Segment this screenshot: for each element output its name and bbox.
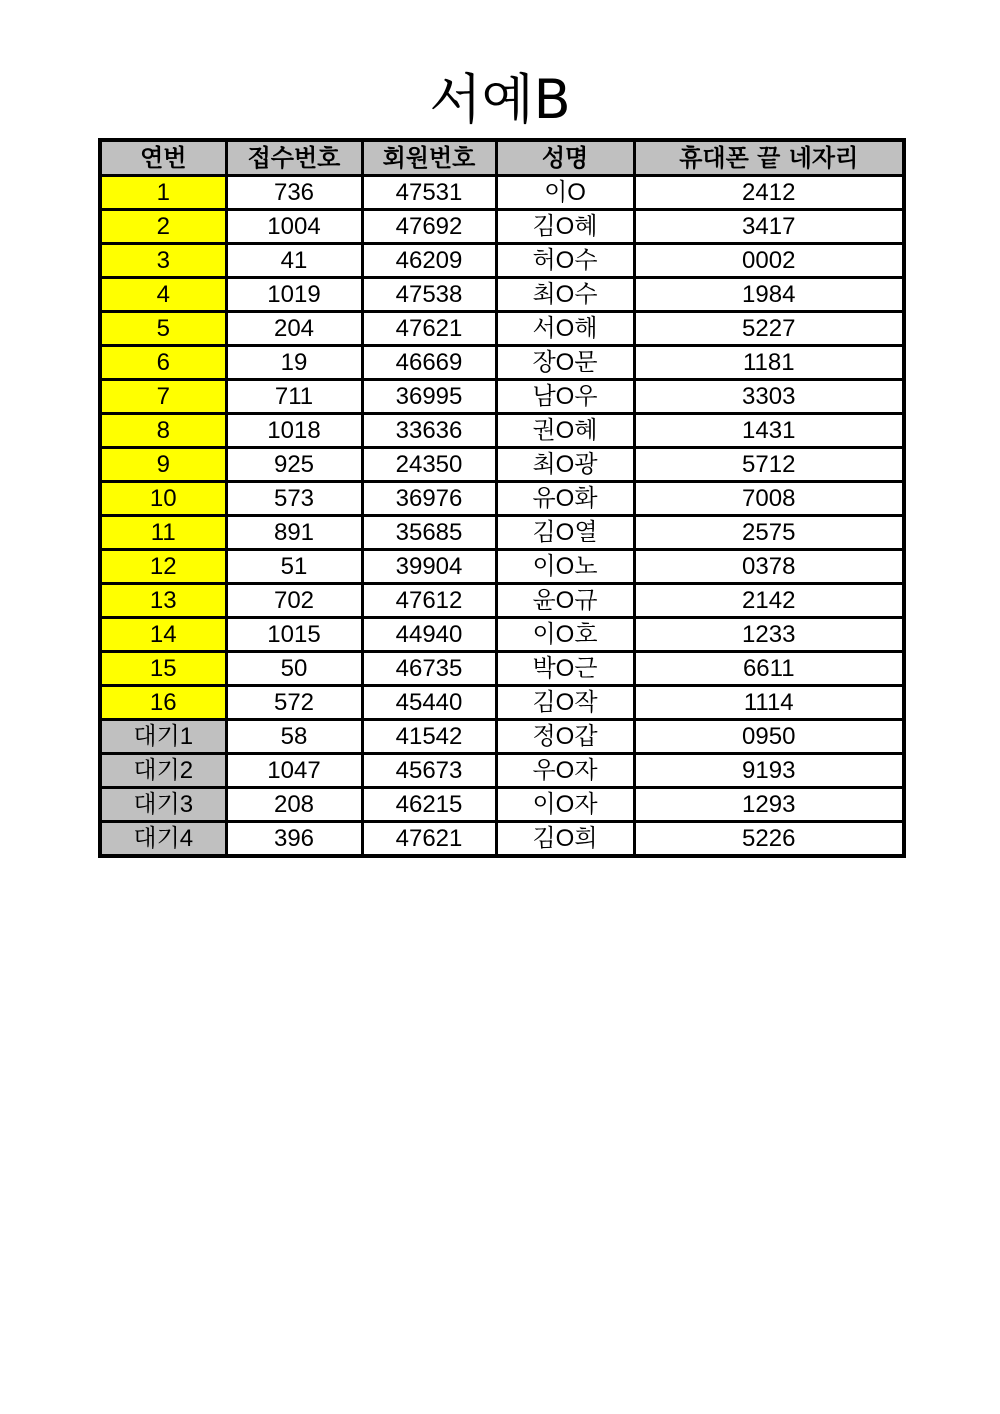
receipt-number-cell: 1047 — [226, 754, 362, 788]
member-number-cell: 36976 — [362, 482, 496, 516]
phone-last4-cell: 3417 — [634, 210, 904, 244]
receipt-number-cell: 19 — [226, 346, 362, 380]
phone-last4-cell: 7008 — [634, 482, 904, 516]
table-row — [100, 244, 904, 278]
name-cell: 이O — [496, 176, 634, 210]
name-cell: 정O갑 — [496, 720, 634, 754]
name-cell: 이O자 — [496, 788, 634, 822]
receipt-number-cell: 41 — [226, 244, 362, 278]
name-cell: 허O수 — [496, 244, 634, 278]
name-cell: 최O광 — [496, 448, 634, 482]
receipt-number-cell: 572 — [226, 686, 362, 720]
name-cell: 박O근 — [496, 652, 634, 686]
header-seq: 연번 — [100, 140, 226, 176]
member-number-cell: 39904 — [362, 550, 496, 584]
table-row — [100, 380, 904, 414]
member-number-cell: 46215 — [362, 788, 496, 822]
receipt-number-cell: 51 — [226, 550, 362, 584]
seq-cell: 대기1 — [100, 720, 226, 754]
header-receipt-number: 접수번호 — [226, 140, 362, 176]
table-row — [100, 822, 904, 857]
header-phone-last4: 휴대폰 끝 네자리 — [634, 140, 904, 176]
name-cell: 김O열 — [496, 516, 634, 550]
receipt-number-cell: 50 — [226, 652, 362, 686]
seq-cell: 15 — [100, 652, 226, 686]
table-row — [100, 312, 904, 346]
member-number-cell: 46669 — [362, 346, 496, 380]
receipt-number-cell: 711 — [226, 380, 362, 414]
name-cell: 유O화 — [496, 482, 634, 516]
phone-last4-cell: 0002 — [634, 244, 904, 278]
receipt-number-cell: 204 — [226, 312, 362, 346]
member-number-cell: 44940 — [362, 618, 496, 652]
receipt-number-cell: 573 — [226, 482, 362, 516]
receipt-number-cell: 925 — [226, 448, 362, 482]
member-number-cell: 47621 — [362, 312, 496, 346]
member-number-cell: 36995 — [362, 380, 496, 414]
phone-last4-cell: 2142 — [634, 584, 904, 618]
seq-cell: 16 — [100, 686, 226, 720]
seq-cell: 13 — [100, 584, 226, 618]
name-cell: 김O혜 — [496, 210, 634, 244]
table-row — [100, 788, 904, 822]
phone-last4-cell: 1114 — [634, 686, 904, 720]
table-row — [100, 448, 904, 482]
seq-cell: 11 — [100, 516, 226, 550]
seq-cell: 2 — [100, 210, 226, 244]
name-cell: 우O자 — [496, 754, 634, 788]
table-row — [100, 176, 904, 210]
member-number-cell: 35685 — [362, 516, 496, 550]
receipt-number-cell: 1019 — [226, 278, 362, 312]
receipt-number-cell: 702 — [226, 584, 362, 618]
seq-cell: 1 — [100, 176, 226, 210]
member-number-cell: 46209 — [362, 244, 496, 278]
receipt-number-cell: 396 — [226, 822, 362, 857]
seq-cell: 5 — [100, 312, 226, 346]
name-cell: 권O혜 — [496, 414, 634, 448]
receipt-number-cell: 58 — [226, 720, 362, 754]
member-number-cell: 33636 — [362, 414, 496, 448]
phone-last4-cell: 5227 — [634, 312, 904, 346]
name-cell: 서O해 — [496, 312, 634, 346]
member-number-cell: 46735 — [362, 652, 496, 686]
phone-last4-cell: 1293 — [634, 788, 904, 822]
member-number-cell: 24350 — [362, 448, 496, 482]
phone-last4-cell: 6611 — [634, 652, 904, 686]
phone-last4-cell: 9193 — [634, 754, 904, 788]
table-row — [100, 652, 904, 686]
phone-last4-cell: 1233 — [634, 618, 904, 652]
seq-cell: 대기4 — [100, 822, 226, 857]
table-row — [100, 618, 904, 652]
member-number-cell: 47692 — [362, 210, 496, 244]
phone-last4-cell: 5712 — [634, 448, 904, 482]
seq-cell: 4 — [100, 278, 226, 312]
table-row — [100, 346, 904, 380]
table-row — [100, 584, 904, 618]
phone-last4-cell: 3303 — [634, 380, 904, 414]
seq-cell: 7 — [100, 380, 226, 414]
roster-table — [98, 138, 906, 858]
seq-cell: 10 — [100, 482, 226, 516]
member-number-cell: 45673 — [362, 754, 496, 788]
receipt-number-cell: 1015 — [226, 618, 362, 652]
seq-cell: 대기2 — [100, 754, 226, 788]
table-body — [100, 176, 904, 857]
table-row — [100, 482, 904, 516]
member-number-cell: 45440 — [362, 686, 496, 720]
seq-cell: 6 — [100, 346, 226, 380]
name-cell: 김O희 — [496, 822, 634, 857]
table-row — [100, 278, 904, 312]
name-cell: 남O우 — [496, 380, 634, 414]
phone-last4-cell: 2412 — [634, 176, 904, 210]
seq-cell: 대기3 — [100, 788, 226, 822]
phone-last4-cell: 2575 — [634, 516, 904, 550]
table-row — [100, 720, 904, 754]
table-row — [100, 414, 904, 448]
member-number-cell: 47612 — [362, 584, 496, 618]
seq-cell: 3 — [100, 244, 226, 278]
member-number-cell: 47538 — [362, 278, 496, 312]
receipt-number-cell: 736 — [226, 176, 362, 210]
table-row — [100, 550, 904, 584]
name-cell: 장O문 — [496, 346, 634, 380]
header-name: 성명 — [496, 140, 634, 176]
phone-last4-cell: 0950 — [634, 720, 904, 754]
name-cell: 김O작 — [496, 686, 634, 720]
header-member-number: 회원번호 — [362, 140, 496, 176]
table-row — [100, 686, 904, 720]
receipt-number-cell: 1018 — [226, 414, 362, 448]
seq-cell: 14 — [100, 618, 226, 652]
name-cell: 이O호 — [496, 618, 634, 652]
phone-last4-cell: 1181 — [634, 346, 904, 380]
phone-last4-cell: 1984 — [634, 278, 904, 312]
seq-cell: 9 — [100, 448, 226, 482]
member-number-cell: 47621 — [362, 822, 496, 857]
header-row — [100, 140, 904, 176]
page-title: 서예B — [429, 68, 571, 131]
member-number-cell: 41542 — [362, 720, 496, 754]
member-number-cell: 47531 — [362, 176, 496, 210]
table-row — [100, 754, 904, 788]
table-row — [100, 516, 904, 550]
seq-cell: 8 — [100, 414, 226, 448]
name-cell: 이O노 — [496, 550, 634, 584]
table-row — [100, 210, 904, 244]
name-cell: 최O수 — [496, 278, 634, 312]
phone-last4-cell: 0378 — [634, 550, 904, 584]
phone-last4-cell: 1431 — [634, 414, 904, 448]
receipt-number-cell: 1004 — [226, 210, 362, 244]
receipt-number-cell: 208 — [226, 788, 362, 822]
name-cell: 윤O규 — [496, 584, 634, 618]
receipt-number-cell: 891 — [226, 516, 362, 550]
phone-last4-cell: 5226 — [634, 822, 904, 857]
seq-cell: 12 — [100, 550, 226, 584]
